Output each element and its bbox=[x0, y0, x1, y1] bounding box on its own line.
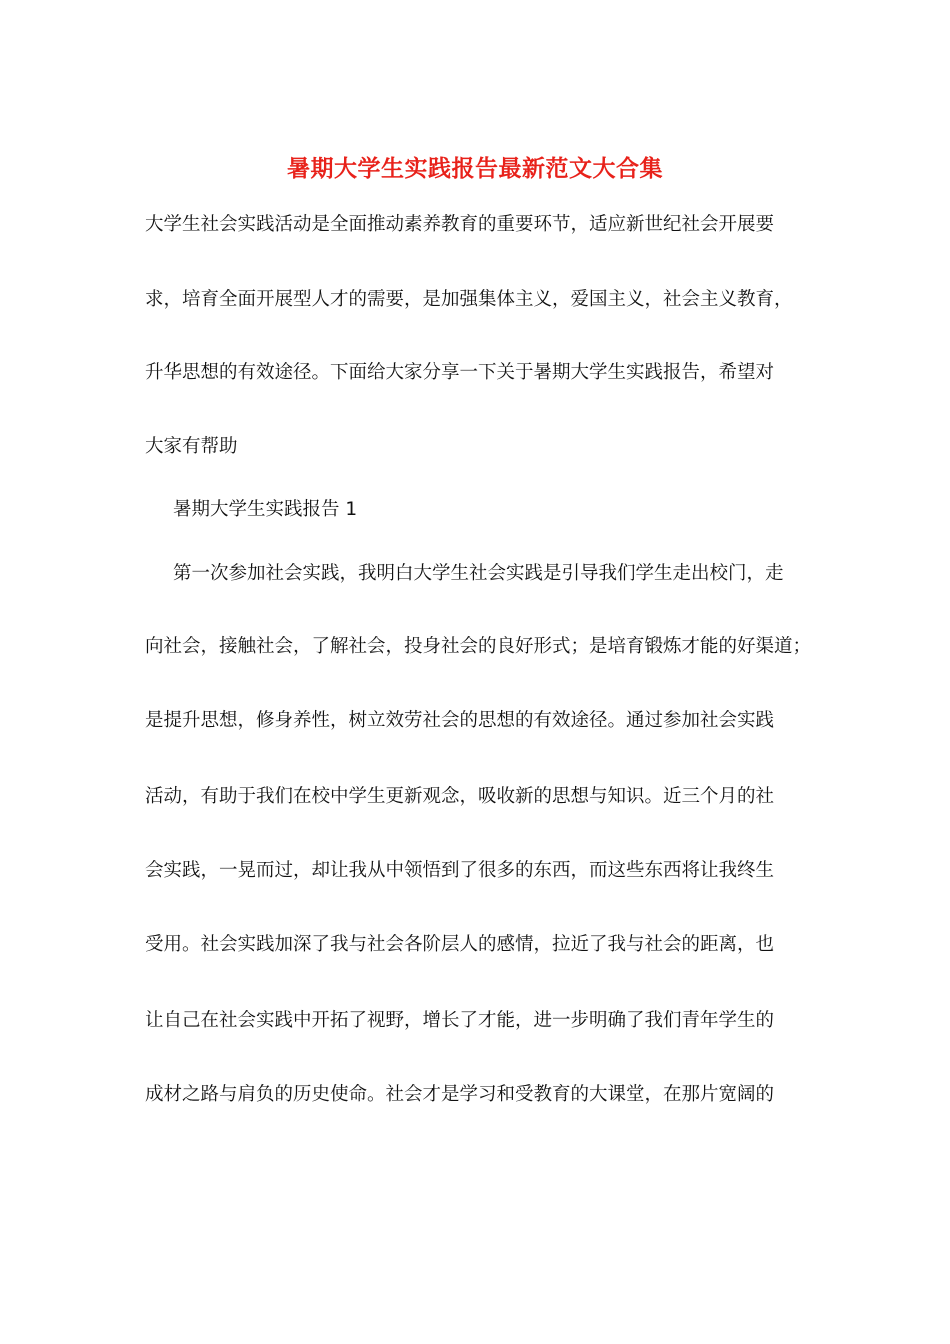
body-line: 是提升思想，修身养性，树立效劳社会的思想的有效途径。通过参加社会实践 bbox=[145, 710, 775, 731]
body-line: 让自己在社会实践中开拓了视野，增长了才能，进一步明确了我们青年学生的 bbox=[145, 1010, 775, 1031]
intro-line: 求，培育全面开展型人才的需要，是加强集体主义，爱国主义，社会主义教育， bbox=[145, 289, 793, 310]
body-line: 成材之路与肩负的历史使命。社会才是学习和受教育的大课堂，在那片宽阔的 bbox=[145, 1084, 775, 1105]
body-line: 向社会，接触社会，了解社会，投身社会的良好形式；是培育锻炼才能的好渠道； bbox=[145, 636, 812, 657]
intro-line: 升华思想的有效途径。下面给大家分享一下关于暑期大学生实践报告，希望对 bbox=[145, 362, 775, 383]
body-line: 活动，有助于我们在校中学生更新观念，吸收新的思想与知识。近三个月的社 bbox=[145, 786, 775, 807]
body-line: 受用。社会实践加深了我与社会各阶层人的感情，拉近了我与社会的距离，也 bbox=[145, 934, 775, 955]
section-heading: 暑期大学生实践报告 1 bbox=[173, 499, 358, 520]
document-title: 暑期大学生实践报告最新范文大合集 bbox=[287, 155, 663, 182]
body-line: 会实践，一晃而过，却让我从中领悟到了很多的东西，而这些东西将让我终生 bbox=[145, 860, 775, 881]
intro-line: 大学生社会实践活动是全面推动素养教育的重要环节，适应新世纪社会开展要 bbox=[145, 214, 775, 235]
body-line: 第一次参加社会实践，我明白大学生社会实践是引导我们学生走出校门，走 bbox=[173, 563, 784, 584]
intro-line: 大家有帮助 bbox=[145, 436, 238, 457]
